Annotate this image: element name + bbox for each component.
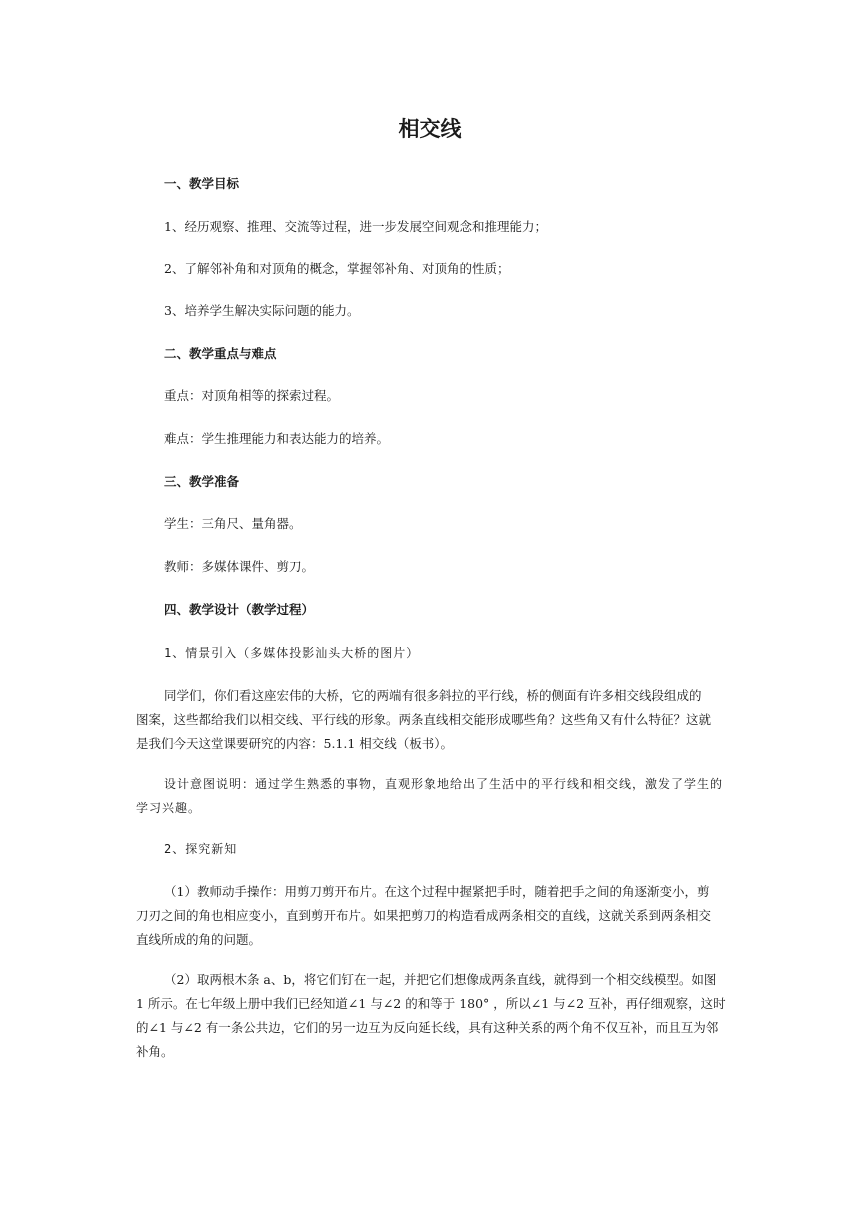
paragraph-line: 图案，这些都给我们以相交线、平行线的形象。两条直线相交能形成哪些角？这些角又有什么特征？这就 xyxy=(136,712,712,727)
objective-item-3: 3、培养学生解决实际问题的能力。 xyxy=(164,303,360,318)
step2-paragraph-2 xyxy=(136,968,730,1064)
design-note xyxy=(136,772,730,820)
paragraph-line: 刀刃之间的角也相应变小，直到剪开布片。如果把剪刀的构造看成两条相交的直线，这就关系到两条相交 xyxy=(136,908,712,923)
paragraph-line: 补角。 xyxy=(136,1044,174,1059)
paragraph-line: 直线所成的角的问题。 xyxy=(136,932,262,947)
preparation-students: 学生：三角尺、量角器。 xyxy=(164,516,302,531)
difficulty-item: 难点：学生推理能力和表达能力的培养。 xyxy=(164,431,390,446)
objective-item-2: 2、了解邻补角和对顶角的概念，掌握邻补角、对顶角的性质； xyxy=(164,261,510,276)
step1-paragraph xyxy=(136,684,730,756)
objective-item-1: 1、经历观察、推理、交流等过程，进一步发展空间观念和推理能力； xyxy=(164,219,547,234)
section-heading-objectives: 一、教学目标 xyxy=(164,176,240,191)
key-point-item: 重点：对顶角相等的探索过程。 xyxy=(164,388,340,403)
paragraph-line: 同学们，你们看这座宏伟的大桥，它的两端有很多斜拉的平行线，桥的侧面有许多相交线段组成的 xyxy=(164,688,702,703)
page-title: 相交线 xyxy=(398,117,462,141)
section-heading-design: 四、教学设计（教学过程） xyxy=(164,602,315,617)
paragraph-line: （2）取两根木条 a、b，将它们钉在一起，并把它们想像成两条直线，就得到一个相交线模型。如图 xyxy=(164,972,717,987)
section-heading-preparation: 三、教学准备 xyxy=(164,474,240,489)
paragraph-line: 的∠1 与∠2 有一条公共边，它们的另一边互为反向延长线，具有这种关系的两个角不仅互补，而且互为邻 xyxy=(136,1020,719,1035)
section-heading-key-points: 二、教学重点与难点 xyxy=(164,346,277,361)
step2-label: 2、探究新知 xyxy=(164,842,238,856)
paragraph-line: 是我们今天这堂课要研究的内容：5.1.1 相交线（板书）。 xyxy=(136,736,454,751)
step1-label: 1、情景引入（多媒体投影汕头大桥的图片） xyxy=(164,646,420,660)
paragraph-line: 1 所示。在七年级上册中我们已经知道∠1 与∠2 的和等于 180° ，所以∠1 与∠2 互补，再仔细观察，这时 xyxy=(136,996,726,1011)
paragraph-line: 学习兴趣。 xyxy=(136,801,202,815)
preparation-teacher: 教师：多媒体课件、剪刀。 xyxy=(164,559,315,574)
paragraph-line: 设计意图说明：通过学生熟悉的事物，直观形象地给出了生活中的平行线和相交线，激发了学生的 xyxy=(164,777,724,791)
step2-paragraph-1 xyxy=(136,880,730,952)
paragraph-line: （1）教师动手操作：用剪刀剪开布片。在这个过程中握紧把手时，随着把手之间的角逐渐变小，剪 xyxy=(164,884,710,899)
